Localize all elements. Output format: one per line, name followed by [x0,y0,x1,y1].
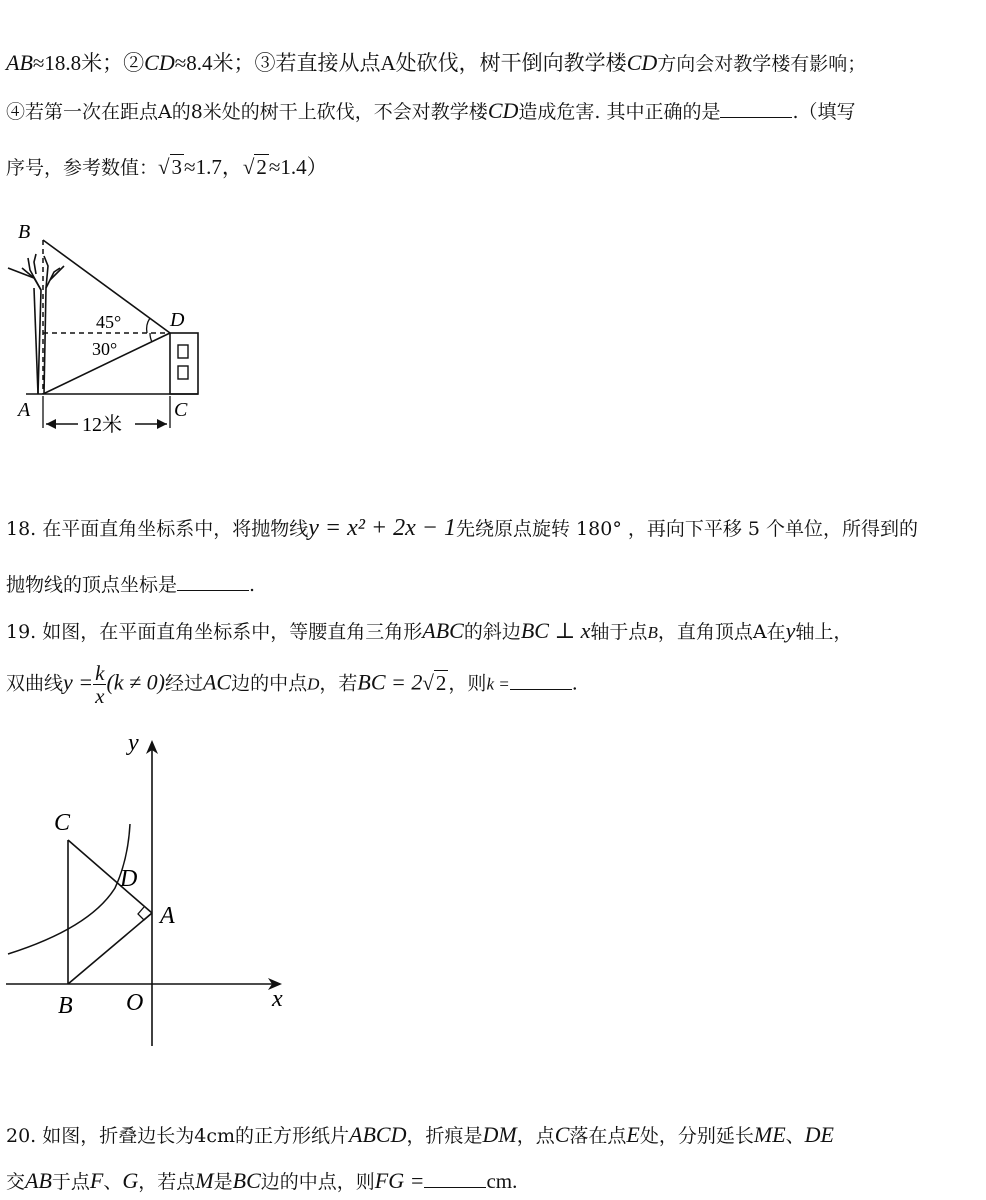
coordinate-figure [0,728,300,1058]
q19-end1: 轴上， [795,621,853,643]
window-icon [178,366,188,379]
q18-line2 [6,572,255,597]
label-x: x [272,986,283,1012]
label-o: O [126,990,144,1016]
segment-ab: AB [6,50,33,75]
answer-blank-19 [510,671,572,690]
point-d: D [307,674,320,694]
q19-line2-a: 双曲线 [6,672,64,695]
label-a: A [160,903,175,929]
tree-building-figure [0,210,240,450]
q19-line2-d: ，若 [319,672,358,695]
label-d: D [170,309,185,331]
segment-ac: AC [202,669,232,695]
label-c: C [54,810,71,836]
point-c: C [554,1122,570,1147]
fraction-k-over-x: $\frac{k}{x}$ [95,661,105,709]
q19-prefix: 19. 如图，在平面直角坐标系中，等腰直角三角形 [6,621,423,643]
q20-line2-a: 交 [6,1171,26,1193]
label-a: A [18,399,31,421]
q20-t1: ，折痕是 [406,1125,483,1147]
q20-line1 [6,1122,834,1148]
k-equals: k = [486,674,510,694]
q18-end: . [249,574,256,596]
k-condition: (k ≠ 0) [106,669,165,695]
label-y: y [128,730,139,756]
segment-cd-2: CD [626,50,658,75]
point-b: B [647,623,658,642]
q19-mid1: 的斜边 [463,621,521,643]
q19-mid3: ，直角顶点A在 [657,621,786,643]
axis-y: y [785,618,796,643]
segment-dm: DM [482,1122,517,1147]
answer-blank-18 [177,572,249,591]
point-m: M [195,1168,214,1193]
unit-cm: cm. [486,1169,518,1193]
q20-line2 [6,1168,517,1194]
approx-1: ≈1.7， [184,155,243,179]
fg-equals: FG = [374,1168,425,1193]
q19-line2-e: ，则 [448,672,487,695]
q19-mid2: 轴于点 [590,621,648,643]
q18-line1 [6,514,918,543]
radical-sign: √ [242,155,255,179]
sqrt-2: √2 [242,155,267,179]
building-icon [170,333,198,394]
segment-de: DE [804,1122,834,1147]
triangle-abc: ABC [422,618,464,643]
label-b: B [58,993,73,1019]
square-abcd: ABCD [349,1122,407,1147]
q19-line2-c: 边的中点 [231,672,308,695]
q20-line2-d: ，若点 [138,1171,196,1193]
line2-after: .（填写 [792,101,856,123]
segment-cd-3: CD [487,98,519,123]
approx-2: ≈1.4） [268,155,328,179]
segment-me: ME [753,1122,786,1147]
point-g: G [122,1168,139,1193]
q20-line2-e: 是 [213,1171,233,1193]
angle-30-label: 30° [92,339,118,359]
q19-line2 [6,662,578,707]
q18-prefix: 18. 在平面直角坐标系中，将抛物线 [6,518,309,540]
cd-value: ≈8.4米；③若直接从点A处砍伐，树干倒向教学楼 [174,51,627,75]
segment-cd: CD [144,50,175,75]
q20-prefix: 20. 如图，折叠边长为4cm的正方形纸片 [6,1125,350,1147]
label-c: C [174,399,188,421]
point-f: F [89,1168,104,1193]
sqrt-2-q19: √2 [422,670,447,695]
segment-bc: BC [232,1168,261,1193]
q17-line2 [6,98,856,124]
q20-line2-c: 、 [103,1171,123,1193]
answer-blank-17 [720,99,792,118]
hyperbola-curve [8,824,130,954]
answer-blank-20 [424,1169,486,1188]
eq-y: y = [63,669,94,695]
bc-equals: BC = 2 [357,669,423,695]
q20-t4: 处，分别延长 [639,1125,754,1147]
radical-sign: √ [158,155,170,179]
line1-tail: 方向会对教学楼有影响； [657,53,867,75]
tree-icon [8,254,64,394]
radical-sign: √ [422,670,434,695]
label-d: D [120,866,138,892]
label-b: B [18,221,31,243]
point-e: E [626,1122,640,1147]
q20-t5: 、 [785,1125,805,1147]
distance-label: 12米 [82,414,122,436]
ab-value: ≈18.8米；② [32,51,145,75]
sqrt-3: √3 [158,155,183,179]
q18-line2-text: 抛物线的顶点坐标是 [6,574,178,596]
q17-line1 [6,50,866,76]
line3-text: 序号，参考数值： [6,157,159,179]
q19-line1 [6,618,852,644]
q17-line3 [6,155,328,180]
q20-t2: ，点 [516,1125,555,1147]
q18-equation: y = x² + 2x − 1 [308,515,457,541]
line2-tail: 造成危害. 其中正确的是 [518,101,721,123]
angle-45-label: 45° [96,312,122,332]
q18-suffix: 先绕原点旋转 180° ，再向下平移 5 个单位，所得到的 [456,518,919,540]
q20-line2-f: 边的中点，则 [260,1171,375,1193]
q20-t3: 落在点 [569,1125,627,1147]
q19-line2-b: 经过 [164,672,203,695]
window-icon [178,345,188,358]
segment-ab: AB [25,1168,52,1193]
bc-perp-x: BC ⊥ x [520,618,591,643]
line2-text: ④若第一次在距点A的8米处的树干上砍伐，不会对教学楼 [6,101,488,123]
q20-line2-b: 于点 [51,1171,90,1193]
q19-end2: . [571,672,578,695]
